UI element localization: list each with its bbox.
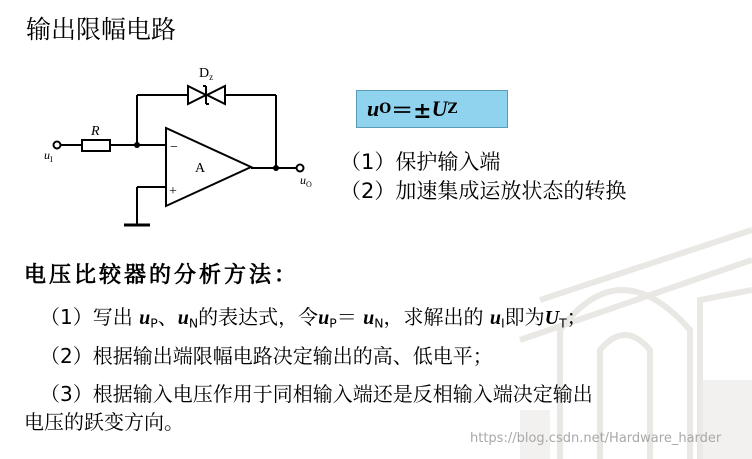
svg-text:−: − <box>170 140 178 155</box>
page-title: 输出限幅电路 <box>26 15 177 44</box>
svg-text:uO: $u_O$ <box>300 173 312 189</box>
analysis-step-3-continued: 电压的跃变方向。 <box>24 410 184 434</box>
svg-text:uI: $u_I$ <box>44 148 53 164</box>
analysis-step-3: （3）根据输入电压作用于同相输入端还是反相输入端决定输出 <box>40 382 593 406</box>
input-terminal <box>54 142 61 149</box>
opamp-triangle <box>166 128 251 206</box>
svg-text:Dz: $D_z$ <box>199 66 214 82</box>
svg-text:R: R <box>91 124 100 139</box>
svg-text:A: A <box>195 161 206 176</box>
resistor-r <box>82 140 110 151</box>
analysis-step-2: （2）根据输出端限幅电路决定输出的高、低电平； <box>40 344 493 368</box>
limiter-circuit-diagram <box>38 58 338 238</box>
function-item-speed-switching: （2）加速集成运放状态的转换 <box>340 179 627 203</box>
output-limit-formula: u O ＝± U Z <box>356 90 508 128</box>
svg-text:+: + <box>169 184 177 199</box>
section-heading: 电压比较器的分析方法： <box>24 263 300 288</box>
source-watermark: https://blog.csdn.net/Hardware_harder <box>470 431 722 446</box>
output-terminal <box>297 165 304 172</box>
function-item-protect-input: （1）保护输入端 <box>340 150 501 174</box>
zener-diode-dz <box>188 86 225 104</box>
analysis-step-1: （1）写出 $u_P$、$u_N$的表达式，令$u_P= u_N$，求解出的 $u_I$即为$U_T$； <box>40 305 587 331</box>
